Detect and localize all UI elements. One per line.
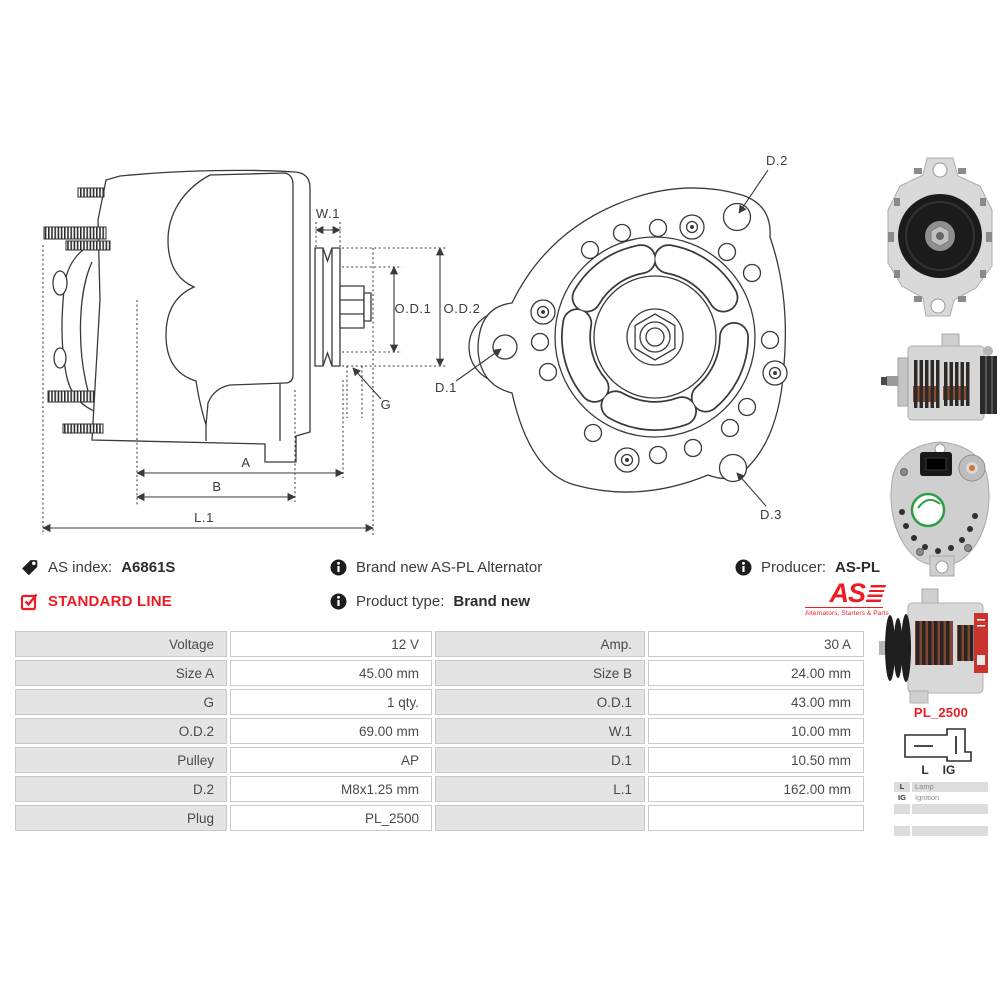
spec-value-cell: 10.00 mm xyxy=(648,718,864,744)
spec-value-cell: 12 V xyxy=(230,631,432,657)
tag-icon xyxy=(20,558,39,577)
info-icon xyxy=(330,559,347,576)
spec-value-cell: PL_2500 xyxy=(230,805,432,831)
spec-label-cell: L.1 xyxy=(435,776,645,802)
spec-row xyxy=(15,631,864,657)
spec-label-cell: Size B xyxy=(435,660,645,686)
spec-value-cell: 1 qty. xyxy=(230,689,432,715)
as-index-label: AS index: xyxy=(48,558,113,576)
spec-label-cell: G xyxy=(15,689,227,715)
as-pl-logo-word: AS xyxy=(805,580,883,606)
plug-name: PL_2500 xyxy=(913,705,969,720)
product-type-label: Product type: xyxy=(356,592,445,610)
spec-value-cell: 69.00 mm xyxy=(230,718,432,744)
spec-label-cell: W.1 xyxy=(435,718,645,744)
product-photo-front[interactable] xyxy=(880,148,1000,330)
spec-label-cell: D.1 xyxy=(435,747,645,773)
standard-line-row xyxy=(20,591,172,611)
spec-row xyxy=(15,689,864,715)
spec-label-cell: Amp. xyxy=(435,631,645,657)
info-icon xyxy=(735,559,752,576)
checkbox-checked-icon xyxy=(20,592,39,611)
as-pl-logo xyxy=(805,578,889,617)
dim-label-l1: L.1 xyxy=(194,510,214,525)
spec-label-cell: Pulley xyxy=(15,747,227,773)
brand-new-row xyxy=(330,557,542,577)
product-photo-back[interactable] xyxy=(880,436,1000,582)
dim-label-w1: W.1 xyxy=(315,206,341,221)
info-icon xyxy=(330,593,347,610)
plug-pin-label-l: L xyxy=(921,763,929,776)
spec-value-cell: 45.00 mm xyxy=(230,660,432,686)
product-photo-side-right[interactable] xyxy=(880,332,1000,430)
as-index-row xyxy=(20,557,175,577)
plug-pin-label-ig: IG xyxy=(942,763,956,776)
producer-label: Producer: xyxy=(761,558,827,576)
spec-value-cell: AP xyxy=(230,747,432,773)
producer-value: AS-PL xyxy=(835,558,881,576)
legend-row-empty xyxy=(894,815,988,825)
legend-key: IG xyxy=(894,793,910,803)
as-pl-logo-tagline: Alternators, Starters & Parts xyxy=(805,607,883,617)
spec-row xyxy=(15,747,864,773)
legend-row-empty xyxy=(894,826,988,836)
dim-label-b: B xyxy=(212,479,222,494)
spec-label-cell: Plug xyxy=(15,805,227,831)
product-type-row xyxy=(330,591,530,611)
spec-value-cell: 24.00 mm xyxy=(648,660,864,686)
legend-desc: Lamp xyxy=(912,782,988,792)
dim-label-a: A xyxy=(241,455,251,470)
standard-line-label: STANDARD LINE xyxy=(48,592,172,610)
dim-label-d2: D.2 xyxy=(765,153,789,168)
brand-new-text: Brand new AS-PL Alternator xyxy=(356,558,543,576)
legend-row-empty xyxy=(894,804,988,814)
plug-panel xyxy=(894,705,988,837)
producer-row xyxy=(735,557,880,577)
spec-label-cell: Voltage xyxy=(15,631,227,657)
dim-label-d1: D.1 xyxy=(434,380,458,395)
spec-label-cell xyxy=(435,805,645,831)
spec-value-cell: 162.00 mm xyxy=(648,776,864,802)
dim-label-od1: O.D.1 xyxy=(394,301,432,316)
as-index-value: A6861S xyxy=(121,558,176,576)
as-pl-logo-stripes xyxy=(865,585,886,604)
plug-legend xyxy=(894,782,988,836)
spec-row xyxy=(15,718,864,744)
legend-row xyxy=(894,793,988,803)
legend-row xyxy=(894,782,988,792)
spec-value-cell: 43.00 mm xyxy=(648,689,864,715)
spec-label-cell: D.2 xyxy=(15,776,227,802)
spec-table xyxy=(12,628,867,834)
spec-value-cell: M8x1.25 mm xyxy=(230,776,432,802)
front-view-drawing xyxy=(435,153,788,522)
spec-row xyxy=(15,660,864,686)
spec-value-cell: 10.50 mm xyxy=(648,747,864,773)
legend-desc: Ignition xyxy=(912,793,988,803)
spec-row xyxy=(15,776,864,802)
spec-label-cell: O.D.2 xyxy=(15,718,227,744)
spec-row xyxy=(15,805,864,831)
spec-value-cell xyxy=(648,805,864,831)
spec-label-cell: O.D.1 xyxy=(435,689,645,715)
plug-connector-diagram xyxy=(895,724,987,776)
spec-value-cell: 30 A xyxy=(648,631,864,657)
spec-label-cell: Size A xyxy=(15,660,227,686)
dim-label-od2: O.D.2 xyxy=(443,301,481,316)
legend-key: L xyxy=(894,782,910,792)
dim-label-g: G xyxy=(380,397,392,412)
product-photo-side-left[interactable] xyxy=(878,585,1000,709)
product-type-value: Brand new xyxy=(453,592,531,610)
dim-label-d3: D.3 xyxy=(759,507,783,522)
